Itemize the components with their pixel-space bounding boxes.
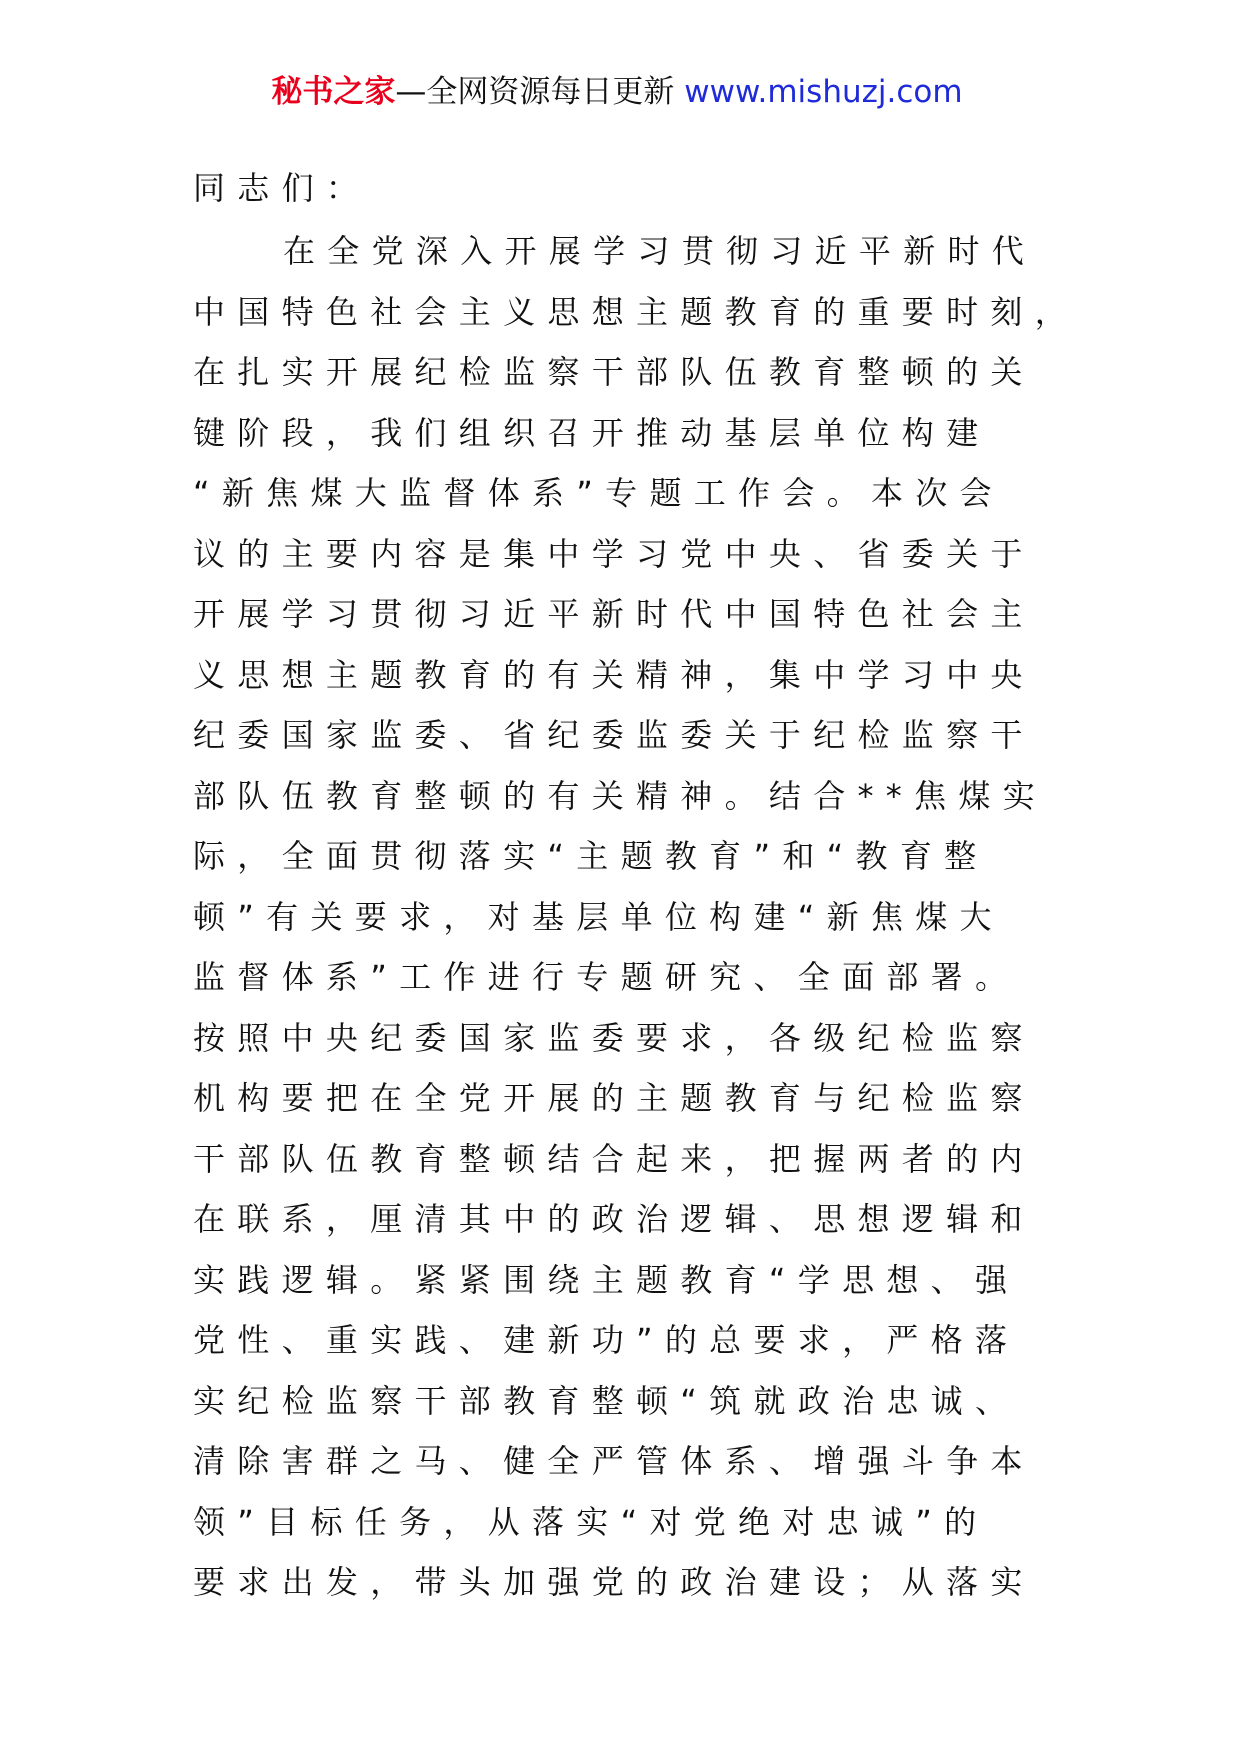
paragraph-line: 党性、重实践、建新功”的总要求，严格落 [193, 1321, 1020, 1359]
paragraph-line: 干部队伍教育整顿结合起来，把握两者的内 [193, 1139, 1035, 1178]
paragraph-line: 监督体系”工作进行专题研究、全面部署。 [193, 958, 1020, 996]
paragraph-line: 实践逻辑。紧紧围绕主题教育“学思想、强 [193, 1260, 1020, 1299]
paragraph-line: 部队伍教育整顿的有关精神。结合**焦煤实 [193, 776, 1048, 815]
paragraph-line: 议的主要内容是集中学习党中央、省委关于 [193, 534, 1035, 573]
paragraph-line: 领”目标任务，从落实“对党绝对忠诚”的 [193, 1502, 989, 1541]
paragraph-line: 机构要把在全党开展的主题教育与纪检监察 [193, 1079, 1035, 1117]
paragraph-line: 按照中央纪委国家监委要求，各级纪检监察 [193, 1018, 1035, 1057]
paragraph-line: 开展学习贯彻习近平新时代中国特色社会主 [193, 595, 1035, 633]
site-tagline: —全网资源每日更新 [395, 74, 685, 110]
document-body [193, 158, 1080, 1613]
greeting: 同志们： [193, 169, 371, 207]
paragraph-line: 在联系，厘清其中的政治逻辑、思想逻辑和 [193, 1200, 1035, 1238]
paragraph-line: 要求出发，带头加强党的政治建设；从落实 [193, 1563, 1035, 1601]
paragraph-line: 清除害群之马、健全严管体系、增强斗争本 [193, 1442, 1035, 1480]
site-brand: 秘书之家 [271, 74, 396, 110]
paragraph-line: “新焦煤大监督体系”专题工作会。本次会 [193, 474, 1004, 512]
paragraph-line: 在全党深入开展学习贯彻习近平新时代 [283, 232, 1037, 270]
paragraph-line: 顿”有关要求，对基层单位构建“新焦煤大 [193, 897, 1004, 936]
page-header [0, 72, 1234, 112]
paragraph-line: 在扎实开展纪检监察干部队伍教育整顿的关 [193, 353, 1035, 391]
paragraph-line: 纪委国家监委、省纪委监委关于纪检监察干 [193, 716, 1035, 754]
site-url: www.mishuzj.com [684, 74, 963, 110]
paragraph-line: 义思想主题教育的有关精神，集中学习中央 [193, 655, 1035, 694]
paragraph-line: 实纪检监察干部教育整顿“筑就政治忠诚、 [193, 1381, 1020, 1420]
paragraph-line: 际，全面贯彻落实“主题教育”和“教育整 [193, 837, 989, 875]
paragraph-line: 键阶段，我们组织召开推动基层单位构建 [193, 413, 991, 452]
paragraph-line: 中国特色社会主义思想主题教育的重要时刻， [193, 292, 1080, 331]
